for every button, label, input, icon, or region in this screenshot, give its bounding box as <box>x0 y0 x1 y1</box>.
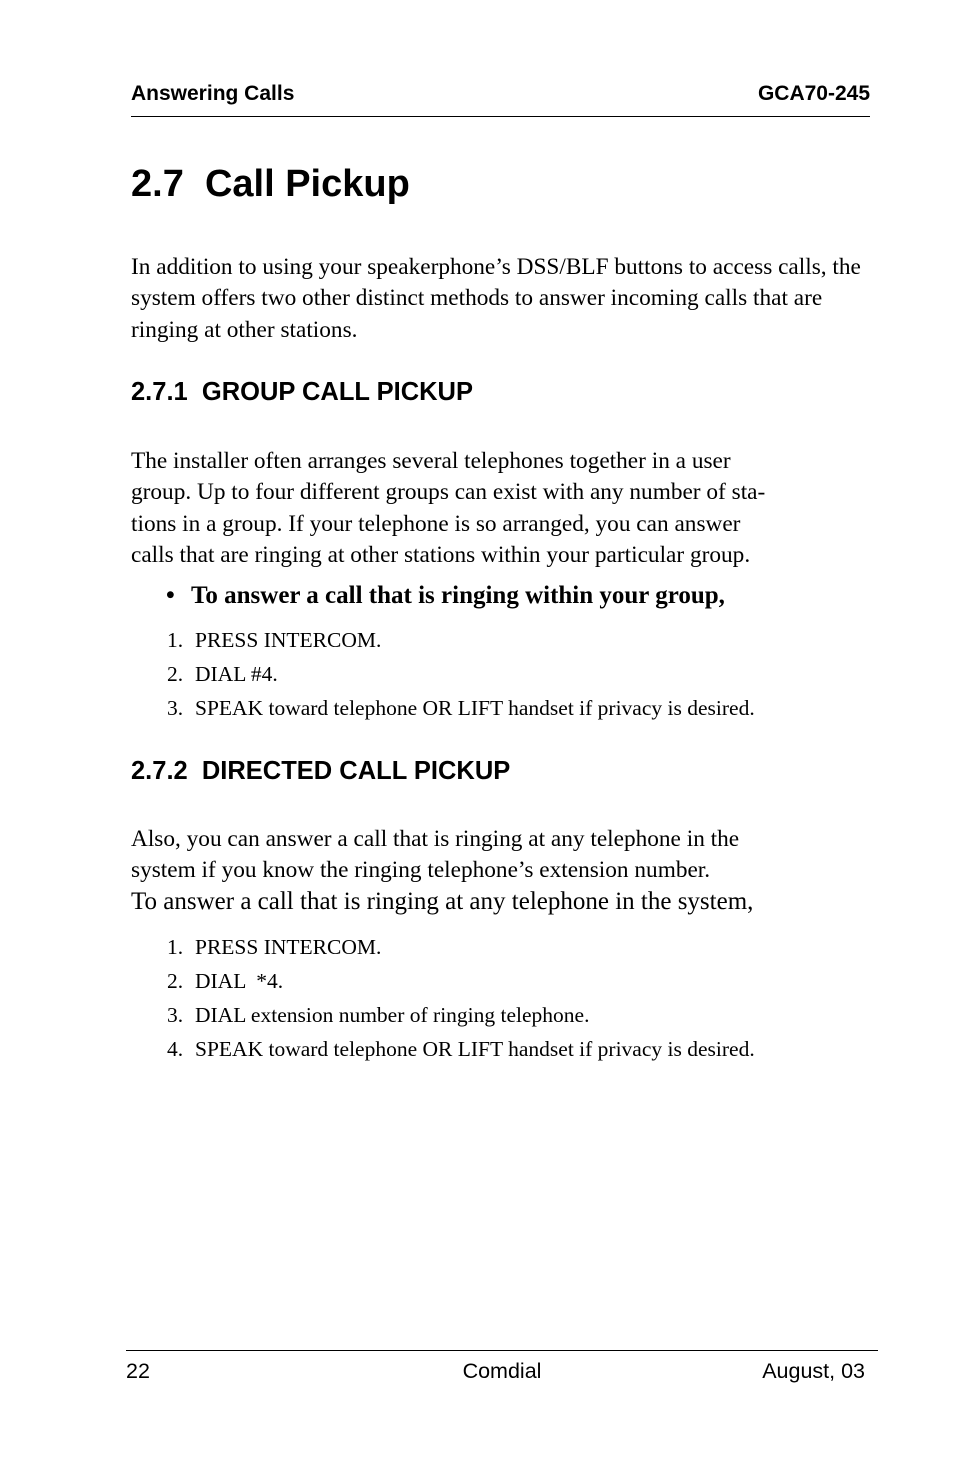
list-item <box>167 964 755 998</box>
list-item <box>167 657 755 691</box>
group-pickup-bullet <box>166 582 725 610</box>
list-item <box>167 998 755 1032</box>
list-item <box>167 930 755 964</box>
step-number: 1. <box>167 628 184 652</box>
group-pickup-bullet-text: To answer a call that is ringing within your group, <box>191 582 725 609</box>
header-document-code: GCA70-245 <box>757 82 870 105</box>
step-number: 3. <box>167 696 184 720</box>
bullet-icon: • <box>166 582 175 609</box>
step-number: 2. <box>167 662 184 686</box>
step-text: PRESS INTERCOM. <box>195 935 382 959</box>
page-number: 22 <box>126 1359 150 1383</box>
directed-pickup-lead-in: To answer a call that is ringing at any telephone in the system, <box>131 888 754 915</box>
list-item <box>167 1032 755 1066</box>
step-number: 3. <box>167 1003 184 1027</box>
step-text: PRESS INTERCOM. <box>195 628 382 652</box>
group-call-pickup-paragraph <box>131 446 871 571</box>
step-text: DIAL extension number of ringing telephone. <box>195 1003 590 1027</box>
step-text: SPEAK toward telephone OR LIFT handset if privacy is desired. <box>195 1037 755 1061</box>
header-section-title: Answering Calls <box>131 82 295 105</box>
paragraph-line: system if you know the ringing telephone’s extension number. <box>131 857 711 884</box>
paragraph-line: The installer often arranges several telephones together in a user <box>131 448 731 474</box>
paragraph-line: group. Up to four different groups can exist with any number of sta- <box>131 479 766 506</box>
step-number: 2. <box>167 969 184 993</box>
paragraph-line: calls that are ringing at other stations within your particular group. <box>131 541 751 568</box>
step-text: DIAL *4. <box>195 969 284 993</box>
list-item <box>167 691 755 725</box>
footer-date: August, 03 <box>762 1359 865 1383</box>
page-footer <box>126 1350 878 1391</box>
step-text: DIAL #4. <box>195 662 278 686</box>
directed-pickup-steps <box>167 930 755 1066</box>
step-number: 4. <box>167 1037 184 1061</box>
group-call-pickup-heading: 2.7.1 GROUP CALL PICKUP <box>131 378 473 406</box>
step-number: 1. <box>167 935 184 959</box>
running-header <box>131 82 870 117</box>
page-title: 2.7 Call Pickup <box>131 163 410 205</box>
footer-company: Comdial <box>462 1359 542 1383</box>
paragraph-line: tions in a group. If your telephone is so arranged, you can answer <box>131 510 741 537</box>
step-text: SPEAK toward telephone OR LIFT handset if privacy is desired. <box>195 696 755 720</box>
intro-paragraph: In addition to using your speakerphone’s DSS/BLF buttons to access calls, the system offers two other distinct methods to answer incoming calls that are ringing at other stations. <box>131 254 861 343</box>
list-item <box>167 623 755 657</box>
directed-call-pickup-paragraph <box>131 824 871 887</box>
paragraph-line: Also, you can answer a call that is ringing at any telephone in the <box>131 826 740 852</box>
directed-call-pickup-heading: 2.7.2 DIRECTED CALL PICKUP <box>131 757 511 785</box>
group-pickup-steps <box>167 623 755 725</box>
